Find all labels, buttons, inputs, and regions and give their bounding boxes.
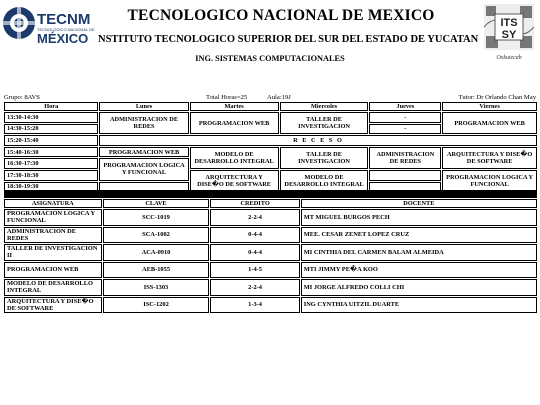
subject-teacher: MI CINTHIA DEL CARMEN BALAM ALMEIDA <box>301 244 537 261</box>
subject-row <box>4 209 537 226</box>
subject-name: ADMINISTRACION DE REDES <box>4 227 102 244</box>
empty-cell <box>369 170 441 181</box>
header-jueves: Jueves <box>369 102 441 111</box>
subject-teacher: ING CYNTHIA UITZIL DUARTE <box>301 297 537 314</box>
subject-name: MODELO DE DESARROLLO INTEGRAL <box>4 279 102 296</box>
group-label: Grupo: 8AVS <box>4 94 40 101</box>
schedule-header-row <box>4 102 537 111</box>
subject-credit: 0-4-4 <box>210 227 299 244</box>
separator-bar <box>4 190 537 198</box>
header-clave: CLAVE <box>103 199 210 208</box>
header-credito: CREDITO <box>210 199 299 208</box>
itssy-logo <box>480 2 538 62</box>
class-cell: - <box>369 112 441 123</box>
subject-key: ISC-1202 <box>103 297 210 314</box>
class-cell: TALLER DE INVESTIGACION <box>280 147 369 169</box>
subject-teacher: MEE. CESAR ZENET LOPEZ CRUZ <box>301 227 537 244</box>
subject-key: ACA-0910 <box>103 244 210 261</box>
class-cell: ADMINISTRACION DE REDES <box>99 112 188 134</box>
subject-name: PROGRAMACION LOGICA Y FUNCIONAL <box>4 209 102 226</box>
schedule-row <box>4 170 537 181</box>
subject-name: TALLER DE INVESTIGACION II <box>4 244 102 261</box>
subjects-table <box>3 198 538 314</box>
header-asignatura: ASIGNATURA <box>4 199 102 208</box>
receso-cell: R E C E S O <box>99 135 537 146</box>
subject-credit: 2-2-4 <box>210 209 299 226</box>
logo-left-text-2: TECNOLÓGICO NACIONAL DE <box>37 27 95 32</box>
schedule-row <box>4 147 537 158</box>
institute-name: NSTITUTO TECNOLOGICO SUPERIOR DEL SUR DEL ESTADO DE YUCATAN <box>98 34 479 45</box>
subject-credit: 1-3-4 <box>210 297 299 314</box>
hour-cell: 18:30-19:30 <box>4 182 98 193</box>
subject-row <box>4 279 537 296</box>
class-cell: PROGRAMACION LOGICA Y FUNCIONAL <box>99 158 188 180</box>
hour-cell: 17:30-18:30 <box>4 170 98 181</box>
subjects-header-row <box>4 199 537 208</box>
subject-row <box>4 227 537 244</box>
class-cell: ADMINISTRACION DE REDES <box>369 147 441 169</box>
header-martes: Martes <box>190 102 279 111</box>
logo-right-text-2: SY <box>501 29 517 41</box>
logo-right-caption: Oxkutzcab <box>496 55 522 61</box>
page-title: TECNOLOGICO NACIONAL DE MEXICO <box>127 7 435 24</box>
tutor-label: Tutor: Dr Orlando Chan May <box>458 94 536 101</box>
total-hours-label: Total Horas=25 <box>206 94 248 101</box>
schedule-row-receso <box>4 135 537 146</box>
class-cell: PROGRAMACION LOGICA Y FUNCIONAL <box>442 170 537 192</box>
hour-cell: 13:30-14:30 <box>4 112 98 123</box>
subject-key: ISS-1303 <box>103 279 210 296</box>
class-cell: ARQUITECTURA Y DISE�O DE SOFTWARE <box>190 170 279 192</box>
subject-teacher: MTI JIMMY PE�A KOO <box>301 262 537 279</box>
logo-right-text-1: ITS <box>500 17 518 29</box>
header-docente: DOCENTE <box>301 199 537 208</box>
subject-teacher: MT MIGUEL BURGOS PECH <box>301 209 537 226</box>
subject-teacher: MI JORGE ALFREDO COLLI CHI <box>301 279 537 296</box>
class-cell: TALLER DE INVESTIGACION <box>280 112 369 134</box>
subject-key: AEB-1055 <box>103 262 210 279</box>
class-cell: PROGRAMACION WEB <box>442 112 537 134</box>
career-name: ING. SISTEMAS COMPUTACIONALES <box>195 54 345 63</box>
subject-credit: 1-4-5 <box>210 262 299 279</box>
class-cell: MODELO DE DESARROLLO INTEGRAL <box>280 170 369 192</box>
room-label: Aula:19J <box>267 94 291 101</box>
subject-row <box>4 297 537 314</box>
class-cell: PROGRAMACION WEB <box>190 112 279 134</box>
hour-cell: 14:30-15:20 <box>4 124 98 135</box>
hour-cell: 16:30-17:30 <box>4 158 98 169</box>
class-cell: ARQUITECTURA Y DISE�O DE SOFTWARE <box>442 147 537 169</box>
subject-credit: 0-4-4 <box>210 244 299 261</box>
hour-cell: 15:20-15:40 <box>4 135 98 146</box>
hour-cell: 15:40-16:30 <box>4 147 98 158</box>
header-lunes: Lunes <box>99 102 188 111</box>
header-viernes: Viernes <box>442 102 537 111</box>
subject-name: PROGRAMACION WEB <box>4 262 102 279</box>
logo-left-text-1: TECNM <box>37 11 91 28</box>
schedule-table <box>3 101 538 193</box>
class-cell: MODELO DE DESARROLLO INTEGRAL <box>190 147 279 169</box>
subject-row <box>4 262 537 279</box>
schedule-row <box>4 112 537 123</box>
subject-row <box>4 244 537 261</box>
subject-key: SCC-1019 <box>103 209 210 226</box>
subject-key: SCA-1002 <box>103 227 210 244</box>
class-cell: - <box>369 124 441 135</box>
header-miercoles: Miercoles <box>280 102 369 111</box>
subject-credit: 2-2-4 <box>210 279 299 296</box>
subject-name: ARQUITECTURA Y DISE�O DE SOFTWARE <box>4 297 102 314</box>
header-hora: Hora <box>4 102 98 111</box>
tecnm-logo <box>2 4 98 44</box>
class-cell: PROGRAMACION WEB <box>99 147 188 158</box>
logo-left-text-3: MÉXICO <box>37 31 89 44</box>
